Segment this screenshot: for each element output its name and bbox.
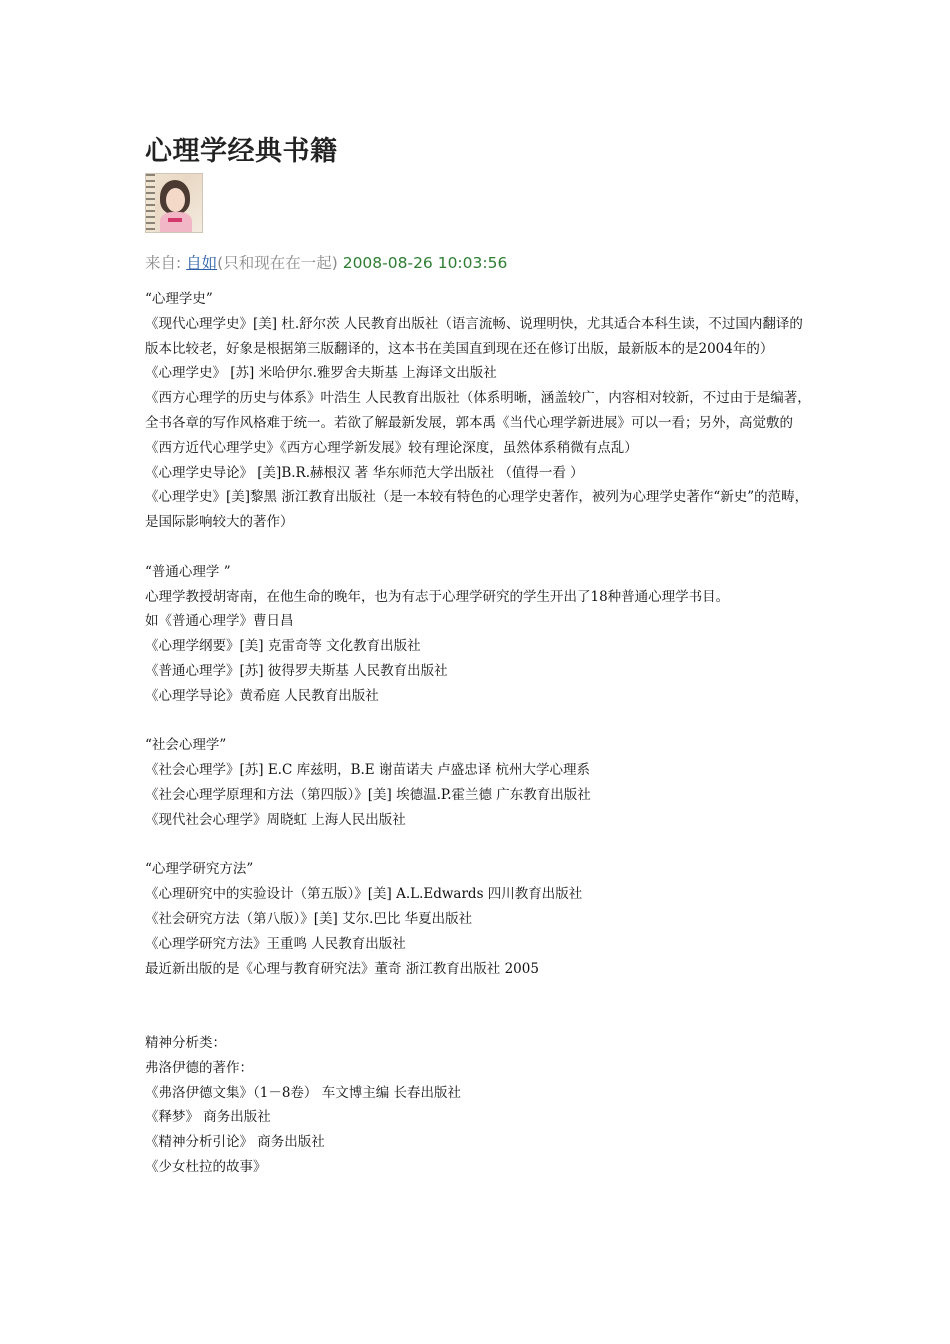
section-heading: 精神分析类： (145, 1034, 226, 1051)
list-item: 《心理学研究方法》王重鸣 人民教育出版社 (145, 935, 406, 952)
post-meta (145, 251, 507, 273)
section-heading: “心理学史” (145, 291, 213, 307)
list-item: 《社会心理学原理和方法（第四版）》[美] 埃德温.P.霍兰德 广东教育出版社 (145, 786, 591, 803)
spacer (145, 833, 813, 858)
list-item: 心理学教授胡寄南，在他生命的晚年，也为有志于心理学研究的学生开出了18种普通心理学书目。 (145, 588, 730, 605)
list-item: 《少女杜拉的故事》 (145, 1158, 267, 1175)
list-item: 《心理研究中的实验设计（第五版）》[美] A.L.Edwards 四川教育出版社 (145, 886, 583, 903)
article-body (145, 287, 813, 1180)
list-item: 《西方心理学的历史与体系》叶浩生 人民教育出版社（体系明晰，涵盖较广，内容相对较新，不过由于是编著，全书各章的写作风格难于统一。若欲了解最新发展，郭本禹《当代心理学新进展》可以一看；另外，高觉敷的《西方近代心理学史》《西方心理学新发展》较有理论深度，虽然体系稍微有点乱） (145, 390, 811, 456)
post-timestamp: 2008-08-26 10:03:56 (337, 254, 508, 272)
section-heading: “社会心理学” (145, 737, 227, 754)
list-item: 《心理学史》 [苏] 米哈伊尔.雅罗舍夫斯基 上海译文出版社 (145, 365, 497, 382)
list-item: 《心理学导论》黄希庭 人民教育出版社 (145, 687, 379, 704)
list-item: 如《普通心理学》曹日昌 (145, 613, 294, 630)
list-item: 最近新出版的是《心理与教育研究法》董奇 浙江教育出版社 2005 (145, 960, 539, 977)
spacer (145, 709, 813, 734)
section-heading: “普通心理学 ” (145, 563, 231, 580)
list-item: 《心理学史导论》 [美]B.R.赫根汉 著 华东师范大学出版社 （值得一看 ） (145, 464, 584, 481)
list-item: 《心理学纲要》[美] 克雷奇等 文化教育出版社 (145, 638, 421, 655)
list-item: 《社会心理学》[苏] E.C 库兹明，B.E 谢苗诺夫 卢盛忠译 杭州大学心理系 (145, 762, 591, 779)
list-item: 《弗洛伊德文集》（1－8卷） 车文博主编 长春出版社 (145, 1084, 462, 1101)
avatar-face (166, 188, 185, 212)
notebook-rings (146, 174, 155, 232)
list-item: 《释梦》 商务出版社 (145, 1109, 271, 1126)
spacer (145, 981, 813, 1031)
list-item: 《现代心理学史》[美] 杜.舒尔茨 人民教育出版社（语言流畅、说理明快，尤其适合本科生读，不过国内翻译的版本比较老，好象是根据第三版翻译的，这本书在美国直到现在还在修订出版，最新版本的是2004年的） (145, 315, 803, 357)
from-label: 来自: (145, 254, 187, 272)
avatar[interactable] (145, 173, 203, 233)
list-item: 《现代社会心理学》周晓虹 上海人民出版社 (145, 811, 406, 828)
avatar-label (168, 218, 182, 222)
page-title: 心理学经典书籍 (145, 136, 338, 167)
author-link[interactable]: 自如 (186, 254, 218, 272)
list-item: 弗洛伊德的著作： (145, 1059, 253, 1076)
spacer (145, 535, 813, 560)
avatar-shirt (160, 212, 192, 233)
list-item: 《心理学史》[美]黎黑 浙江教育出版社（是一本较有特色的心理学史著作，被列为心理学史著作“新史”的范畴，是国际影响较大的著作） (145, 489, 809, 531)
list-item: 《普通心理学》[苏] 彼得罗夫斯基 人民教育出版社 (145, 662, 448, 679)
list-item: 《社会研究方法（第八版）》[美] 艾尔.巴比 华夏出版社 (145, 910, 473, 927)
list-item: 《精神分析引论》 商务出版社 (145, 1134, 325, 1151)
section-heading: “心理学研究方法” (145, 861, 254, 878)
author-note: (只和现在在一起) (217, 254, 338, 272)
